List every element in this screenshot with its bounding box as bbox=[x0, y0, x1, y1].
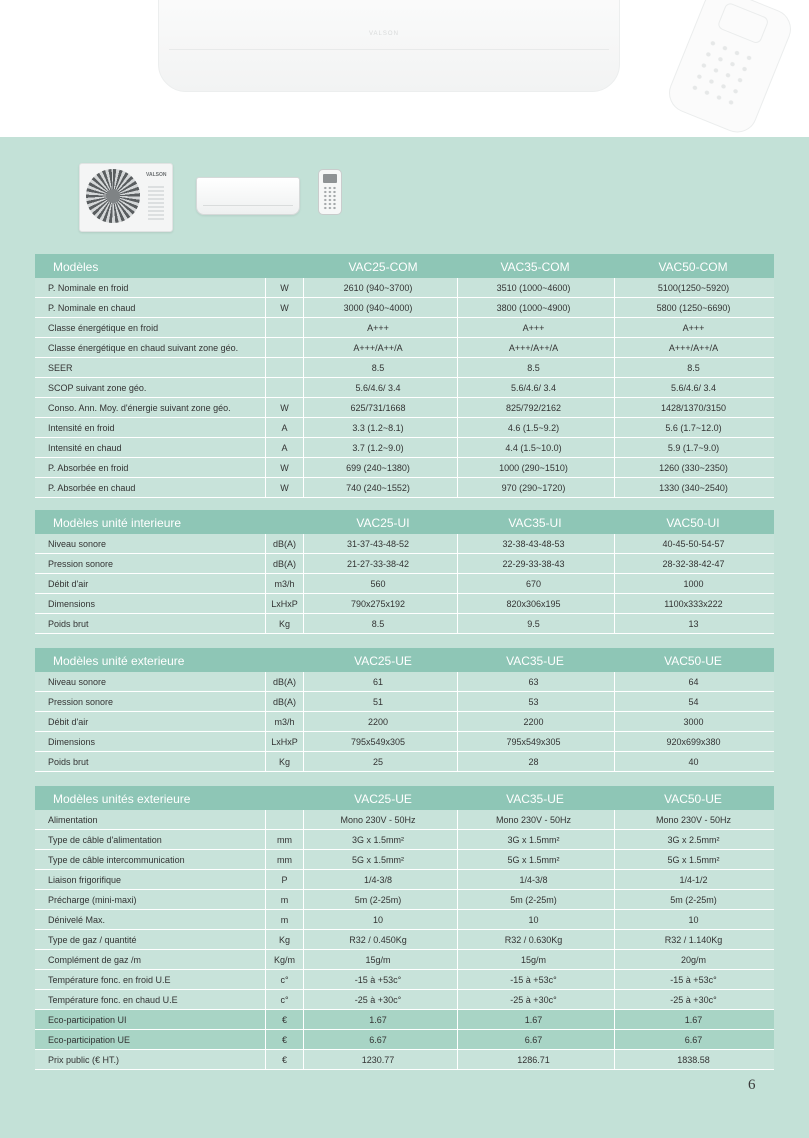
row-value: 6.67 bbox=[684, 1035, 703, 1045]
row-value: 1.67 bbox=[684, 1015, 703, 1025]
row-value: 5100(1250~5920) bbox=[657, 283, 730, 293]
table-row bbox=[35, 398, 774, 418]
table-row bbox=[35, 870, 774, 890]
row-value: 3000 bbox=[683, 717, 704, 727]
row-value: 1/4-1/2 bbox=[679, 875, 708, 885]
row-value: 1330 (340~2540) bbox=[659, 483, 728, 493]
row-value: 15g/m bbox=[365, 955, 391, 965]
row-label: Classe énergétique en chaud suivant zone géo. bbox=[48, 343, 239, 353]
row-value: 8.5 bbox=[687, 363, 700, 373]
row-label: P. Nominale en froid bbox=[48, 283, 129, 293]
row-value: 790x275x192 bbox=[350, 599, 406, 609]
row-label: Température fonc. en chaud U.E bbox=[48, 995, 178, 1005]
model-header: VAC25-UE bbox=[354, 654, 412, 668]
remote-control-image bbox=[663, 0, 797, 137]
table-row bbox=[35, 594, 774, 614]
table-row bbox=[35, 458, 774, 478]
row-value: 9.5 bbox=[527, 619, 540, 629]
row-label: Type de gaz / quantité bbox=[48, 935, 137, 945]
row-unit: m bbox=[280, 915, 289, 925]
row-value: 2200 bbox=[367, 717, 389, 727]
section-header bbox=[35, 648, 774, 672]
table-row bbox=[35, 950, 774, 970]
section-outdoor-units bbox=[35, 648, 774, 772]
row-value: 699 (240~1380) bbox=[346, 463, 410, 473]
row-label: P. Absorbée en froid bbox=[48, 463, 129, 473]
section-title: Modèles bbox=[53, 260, 99, 274]
row-value: -25 à +30c° bbox=[510, 995, 557, 1005]
row-value: 6.67 bbox=[524, 1035, 543, 1045]
table-row bbox=[35, 554, 774, 574]
row-value: 3G x 1.5mm² bbox=[507, 835, 560, 845]
section-title: Modèles unités exterieure bbox=[53, 792, 191, 806]
table-row bbox=[35, 1030, 774, 1050]
row-unit: A bbox=[281, 423, 288, 433]
row-unit: € bbox=[281, 1055, 287, 1065]
row-label: Eco-participation UE bbox=[48, 1035, 131, 1045]
row-value: 5G x 1.5mm² bbox=[351, 855, 404, 865]
section-outdoor-installation bbox=[35, 786, 774, 1070]
row-value: 10 bbox=[372, 915, 383, 925]
row-value: R32 / 0.630Kg bbox=[504, 935, 563, 945]
table-row bbox=[35, 830, 774, 850]
row-value: A+++/A++/A bbox=[668, 343, 719, 353]
row-value: 3000 (940~4000) bbox=[343, 303, 413, 313]
row-value: 2610 (940~3700) bbox=[343, 283, 413, 293]
row-value: Mono 230V - 50Hz bbox=[340, 815, 416, 825]
table-row bbox=[35, 810, 774, 830]
row-label: Eco-participation UI bbox=[48, 1015, 127, 1025]
row-label: Classe énergétique en froid bbox=[48, 323, 159, 333]
section-title: Modèles unité interieure bbox=[53, 516, 182, 530]
row-value: 10 bbox=[688, 915, 699, 925]
brand-logo: VALSON bbox=[369, 31, 399, 37]
row-unit: € bbox=[281, 1035, 287, 1045]
row-value: 5G x 1.5mm² bbox=[507, 855, 560, 865]
table-row bbox=[35, 278, 774, 298]
table-row bbox=[35, 732, 774, 752]
row-unit: Kg bbox=[278, 935, 290, 945]
row-label: Conso. Ann. Moy. d'énergie suivant zone géo. bbox=[48, 403, 231, 413]
row-value: 6.67 bbox=[369, 1035, 387, 1045]
table-row bbox=[35, 534, 774, 554]
model-header: VAC25-COM bbox=[348, 260, 418, 274]
row-value: 1000 bbox=[683, 579, 704, 589]
row-value: 1000 (290~1510) bbox=[499, 463, 568, 473]
fan-icon bbox=[86, 169, 140, 223]
model-header: VAC50-UE bbox=[664, 654, 722, 668]
row-unit: m3/h bbox=[274, 717, 295, 727]
row-value: 3G x 2.5mm² bbox=[667, 835, 720, 845]
row-value: 5G x 1.5mm² bbox=[667, 855, 720, 865]
row-label: SCOP suivant zone géo. bbox=[48, 383, 147, 393]
row-value: 5m (2-25m) bbox=[670, 895, 717, 905]
row-value: 920x699x380 bbox=[666, 737, 721, 747]
row-value: 1286.71 bbox=[517, 1055, 550, 1065]
row-value: -25 à +30c° bbox=[670, 995, 717, 1005]
row-value: 31-37-43-48-52 bbox=[346, 539, 410, 549]
row-label: Liaison frigorifique bbox=[48, 875, 122, 885]
row-value: 5.6/4.6/ 3.4 bbox=[670, 383, 717, 393]
row-value: 1.67 bbox=[524, 1015, 543, 1025]
row-unit: dB(A) bbox=[272, 677, 296, 687]
row-unit: W bbox=[280, 403, 289, 413]
row-value: 4.4 (1.5~10.0) bbox=[505, 443, 562, 453]
model-header: VAC50-UE bbox=[664, 792, 722, 806]
row-value: 8.5 bbox=[371, 619, 385, 629]
row-unit: mm bbox=[277, 855, 292, 865]
table-row bbox=[35, 378, 774, 398]
row-label: Pression sonore bbox=[48, 697, 114, 707]
row-value: 1/4-3/8 bbox=[363, 875, 393, 885]
table-row bbox=[35, 438, 774, 458]
table-row bbox=[35, 850, 774, 870]
row-value: 8.5 bbox=[371, 363, 385, 373]
row-unit: € bbox=[281, 1015, 287, 1025]
row-value: 54 bbox=[688, 697, 699, 707]
row-value: 5m (2-25m) bbox=[510, 895, 557, 905]
row-value: 3.7 (1.2~9.0) bbox=[352, 443, 404, 453]
row-value: R32 / 0.450Kg bbox=[349, 935, 407, 945]
row-label: Débit d'air bbox=[48, 717, 89, 727]
row-label: Prix public (€ HT.) bbox=[48, 1055, 120, 1065]
row-value: 3G x 1.5mm² bbox=[351, 835, 404, 845]
section-header bbox=[35, 510, 774, 534]
row-value: A+++/A++/A bbox=[508, 343, 559, 353]
row-value: -25 à +30c° bbox=[354, 995, 402, 1005]
row-label: Dénivelé Max. bbox=[48, 915, 106, 925]
row-value: -15 à +53c° bbox=[354, 975, 402, 985]
row-value: 670 bbox=[525, 579, 542, 589]
row-unit: c° bbox=[280, 995, 289, 1005]
model-header: VAC35-UE bbox=[506, 654, 564, 668]
outdoor-brand-logo: VALSON bbox=[146, 172, 167, 178]
row-unit: m bbox=[280, 895, 289, 905]
indoor-unit-image bbox=[196, 177, 300, 215]
row-value: 22-29-33-38-43 bbox=[502, 559, 565, 569]
row-label: Intensité en froid bbox=[48, 423, 115, 433]
model-header: VAC35-UI bbox=[508, 516, 562, 530]
row-unit: W bbox=[280, 303, 289, 313]
table-row bbox=[35, 692, 774, 712]
row-value: 25 bbox=[372, 757, 383, 767]
row-label: P. Nominale en chaud bbox=[48, 303, 136, 313]
row-unit: W bbox=[280, 483, 289, 493]
row-value: 28 bbox=[528, 757, 539, 767]
outdoor-unit-image bbox=[79, 163, 173, 232]
row-value: 20g/m bbox=[680, 955, 706, 965]
row-unit: A bbox=[281, 443, 288, 453]
row-value: 3510 (1000~4600) bbox=[496, 283, 571, 293]
row-unit: dB(A) bbox=[272, 539, 296, 549]
table-row bbox=[35, 930, 774, 950]
row-value: 795x549x305 bbox=[506, 737, 561, 747]
model-header: VAC50-COM bbox=[658, 260, 728, 274]
table-row bbox=[35, 574, 774, 594]
row-label: SEER bbox=[48, 363, 73, 373]
row-unit: m3/h bbox=[274, 579, 295, 589]
row-value: Mono 230V - 50Hz bbox=[655, 815, 732, 825]
row-value: 1260 (330~2350) bbox=[659, 463, 728, 473]
table-row bbox=[35, 318, 774, 338]
row-value: 1428/1370/3150 bbox=[660, 403, 727, 413]
row-value: 970 (290~1720) bbox=[501, 483, 566, 493]
table-row bbox=[35, 1010, 774, 1030]
row-value: -15 à +53c° bbox=[510, 975, 557, 985]
row-value: A+++ bbox=[682, 323, 705, 333]
table-row bbox=[35, 890, 774, 910]
model-header: VAC35-COM bbox=[500, 260, 570, 274]
section-header bbox=[35, 786, 774, 810]
model-header: VAC25-UE bbox=[354, 792, 412, 806]
row-value: R32 / 1.140Kg bbox=[664, 935, 723, 945]
row-value: 15g/m bbox=[520, 955, 546, 965]
row-value: 1100x333x222 bbox=[664, 599, 723, 609]
row-value: 51 bbox=[372, 697, 383, 707]
row-unit: Kg bbox=[278, 757, 290, 767]
row-label: Précharge (mini-maxi) bbox=[48, 895, 137, 905]
table-row bbox=[35, 478, 774, 498]
model-header: VAC50-UI bbox=[666, 516, 720, 530]
row-value: 625/731/1668 bbox=[350, 403, 406, 413]
row-value: 825/792/2162 bbox=[505, 403, 562, 413]
page-number: 6 bbox=[748, 1077, 756, 1093]
row-label: Poids brut bbox=[48, 619, 89, 629]
row-label: Complément de gaz /m bbox=[48, 955, 142, 965]
row-value: 61 bbox=[372, 677, 383, 687]
product-hero-image bbox=[0, 0, 809, 137]
row-label: Type de câble intercommunication bbox=[48, 855, 185, 865]
table-row bbox=[35, 298, 774, 318]
row-value: 53 bbox=[528, 697, 539, 707]
row-value: 740 (240~1552) bbox=[346, 483, 410, 493]
row-label: Niveau sonore bbox=[48, 539, 107, 549]
row-value: 3800 (1000~4900) bbox=[496, 303, 571, 313]
row-value: 40 bbox=[688, 757, 699, 767]
row-value: 5.6 (1.7~12.0) bbox=[665, 423, 722, 433]
row-value: -15 à +53c° bbox=[670, 975, 717, 985]
row-value: 795x549x305 bbox=[350, 737, 406, 747]
table-row bbox=[35, 910, 774, 930]
row-unit: Kg bbox=[278, 619, 290, 629]
row-unit: c° bbox=[280, 975, 289, 985]
section-commercial-models bbox=[35, 254, 774, 498]
row-label: Poids brut bbox=[48, 757, 89, 767]
table-row bbox=[35, 970, 774, 990]
row-value: 5.9 (1.7~9.0) bbox=[667, 443, 720, 453]
row-value: A+++ bbox=[522, 323, 545, 333]
row-unit: Kg/m bbox=[273, 955, 295, 965]
row-label: Débit d'air bbox=[48, 579, 89, 589]
row-value: 1/4-3/8 bbox=[519, 875, 548, 885]
row-value: 1838.58 bbox=[677, 1055, 710, 1065]
row-value: A+++ bbox=[367, 323, 389, 333]
row-value: 3.3 (1.2~8.1) bbox=[352, 423, 404, 433]
row-value: 32-38-43-48-53 bbox=[502, 539, 565, 549]
table-row bbox=[35, 1050, 774, 1070]
row-unit: dB(A) bbox=[272, 559, 296, 569]
model-header: VAC35-UE bbox=[506, 792, 564, 806]
row-unit: W bbox=[280, 283, 289, 293]
row-value: 5800 (1250~6690) bbox=[656, 303, 731, 313]
row-value: 4.6 (1.5~9.2) bbox=[507, 423, 560, 433]
row-value: 64 bbox=[688, 677, 699, 687]
table-row bbox=[35, 990, 774, 1010]
model-header: VAC25-UI bbox=[356, 516, 410, 530]
row-value: 21-27-33-38-42 bbox=[346, 559, 410, 569]
section-header bbox=[35, 254, 774, 278]
table-row bbox=[35, 752, 774, 772]
row-value: 40-45-50-54-57 bbox=[662, 539, 725, 549]
row-label: Dimensions bbox=[48, 599, 96, 609]
row-value: 820x306x195 bbox=[506, 599, 561, 609]
section-indoor-units bbox=[35, 510, 774, 634]
row-unit: W bbox=[280, 463, 289, 473]
table-row bbox=[35, 614, 774, 634]
table-row bbox=[35, 672, 774, 692]
row-unit: LxHxP bbox=[271, 599, 298, 609]
row-label: Niveau sonore bbox=[48, 677, 107, 687]
row-unit: P bbox=[281, 875, 288, 885]
row-value: Mono 230V - 50Hz bbox=[495, 815, 572, 825]
table-row bbox=[35, 712, 774, 732]
row-value: 8.5 bbox=[527, 363, 540, 373]
row-value: 560 bbox=[370, 579, 386, 589]
row-label: Type de câble d'alimentation bbox=[48, 835, 162, 845]
section-title: Modèles unité exterieure bbox=[53, 654, 185, 668]
row-label: P. Absorbée en chaud bbox=[48, 483, 136, 493]
table-row bbox=[35, 418, 774, 438]
row-unit: dB(A) bbox=[272, 697, 296, 707]
row-value: 1.67 bbox=[369, 1015, 387, 1025]
row-value: 28-32-38-42-47 bbox=[662, 559, 725, 569]
row-label: Alimentation bbox=[48, 815, 98, 825]
row-value: 5m (2-25m) bbox=[354, 895, 402, 905]
row-label: Pression sonore bbox=[48, 559, 114, 569]
row-value: 2200 bbox=[523, 717, 544, 727]
row-label: Intensité en chaud bbox=[48, 443, 122, 453]
row-unit: mm bbox=[277, 835, 292, 845]
row-value: 5.6/4.6/ 3.4 bbox=[510, 383, 557, 393]
row-label: Température fonc. en froid U.E bbox=[48, 975, 171, 985]
row-value: 1230.77 bbox=[361, 1055, 395, 1065]
remote-control-image bbox=[318, 169, 342, 215]
row-value: 10 bbox=[528, 915, 539, 925]
row-value: 13 bbox=[688, 619, 699, 629]
air-conditioner-image bbox=[158, 0, 620, 92]
table-row bbox=[35, 338, 774, 358]
table-row bbox=[35, 358, 774, 378]
row-value: 5.6/4.6/ 3.4 bbox=[355, 383, 401, 393]
row-unit: LxHxP bbox=[271, 737, 298, 747]
row-value: 63 bbox=[528, 677, 539, 687]
row-label: Dimensions bbox=[48, 737, 96, 747]
row-value: A+++/A++/A bbox=[353, 343, 403, 353]
